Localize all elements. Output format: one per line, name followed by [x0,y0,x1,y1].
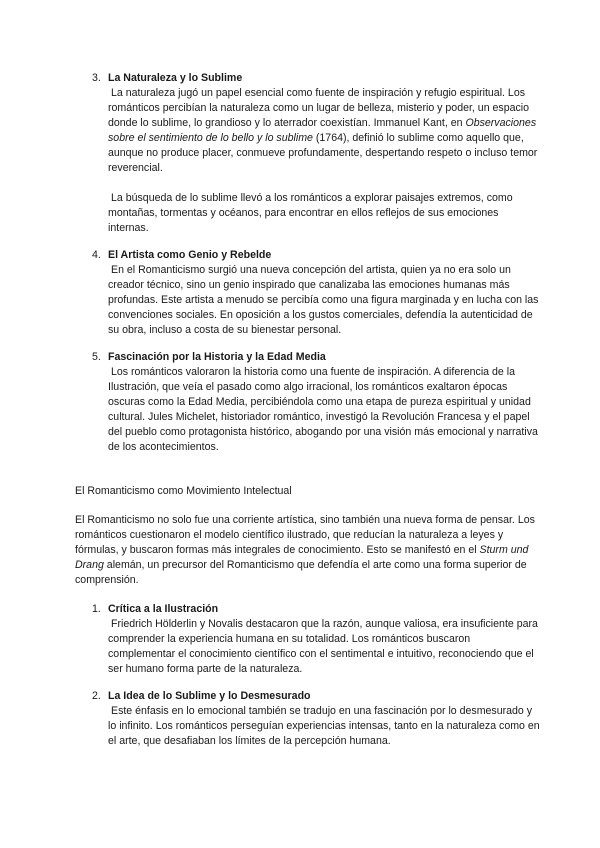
item-title: Crítica a la Ilustración [108,603,219,615]
list-number: 4. [92,249,101,261]
list-item-naturaleza [75,71,540,236]
book-title: Observaciones sobre el sentimiento de lo bello y lo sublime [108,117,537,144]
list-item-historia [75,350,540,455]
item-title: La Idea de lo Sublime y lo Desmesurado [108,690,311,702]
section-heading: El Romanticismo como Movimiento Intelectual [75,485,292,497]
list-number: 1. [92,603,101,615]
section-intro: El Romanticismo no solo fue una corriente artística, sino también una nueva forma de pensar. Los románticos cuestionaron el modelo científico ilustrado, que reducían la naturaleza a leyes y fórmulas, y buscaron formas más integrales de conocimiento. Esto se manifestó en el Sturm und Drang alemán, un precursor del Romanticismo que defendía el arte como una forma superior de comprensión. [75,514,535,586]
list-item-critica [75,602,540,677]
paragraph: En el Romanticismo surgió una nueva concepción del artista, quien ya no era solo un creador técnico, sino un genio inspirado que canalizaba las emociones humanas más profundas. Este artista a menudo se percibía como una figura marginada y en lucha con las convenciones sociales. En oposición a los gustos comerciales, defendía la autenticidad de su obra, incluso a costa de su bienestar personal. [108,264,539,336]
paragraph: La búsqueda de lo sublime llevó a los románticos a explorar paisajes extremos, como montañas, tormentas y océanos, para encontrar en ellos reflejos de sus emociones internas. [108,192,513,234]
movement-name: Sturm und Drang [75,544,529,571]
list-number: 2. [92,690,101,702]
paragraph: La naturaleza jugó un papel esencial como fuente de inspiración y refugio espiritual. Los románticos percibían la naturaleza como un lugar de belleza, misterio y poder, un espacio donde lo sublime, lo grandioso y lo aterrador coexistían. Immanuel Kant, en Observaciones sobre el sentimiento de lo bello y lo sublime (1764), definió lo sublime como aquello que, aunque no produce placer, conmueve profundamente, despertando respeto o incluso temor reverencial. [108,87,538,174]
paragraph: Este énfasis en lo emocional también se tradujo en una fascinación por lo desmesurado y lo infinito. Los románticos perseguían experiencias intensas, tanto en la naturaleza como en el arte, que desafiaban los límites de la percepción humana. [108,705,540,747]
list-number: 5. [92,351,101,363]
item-title: Fascinación por la Historia y la Edad Media [108,351,326,363]
list-item-sublime-desmesurado [75,689,540,749]
paragraph: Friedrich Hölderlin y Novalis destacaron que la razón, aunque valiosa, era insuficiente para comprender la experiencia humana en su totalidad. Los románticos buscaron complementar el conocimiento científico con el sentimental e intuitivo, reconociendo que el ser humano forma parte de la naturaleza. [108,618,538,675]
item-title: El Artista como Genio y Rebelde [108,249,272,261]
list-number: 3. [92,72,101,84]
item-title: La Naturaleza y lo Sublime [108,72,243,84]
paragraph: Los románticos valoraron la historia como una fuente de inspiración. A diferencia de la Ilustración, que veía el pasado como algo irracional, los románticos exaltaron épocas oscuras como la Edad Media, percibiéndola como una etapa de pureza espiritual y unidad cultural. Jules Michelet, historiador romántico, investigó la Revolución Francesa y el papel del pueblo como protagonista histórico, abogando por una visión más emocional y narrativa de los acontecimientos. [108,366,538,453]
list-item-artista [75,248,540,338]
